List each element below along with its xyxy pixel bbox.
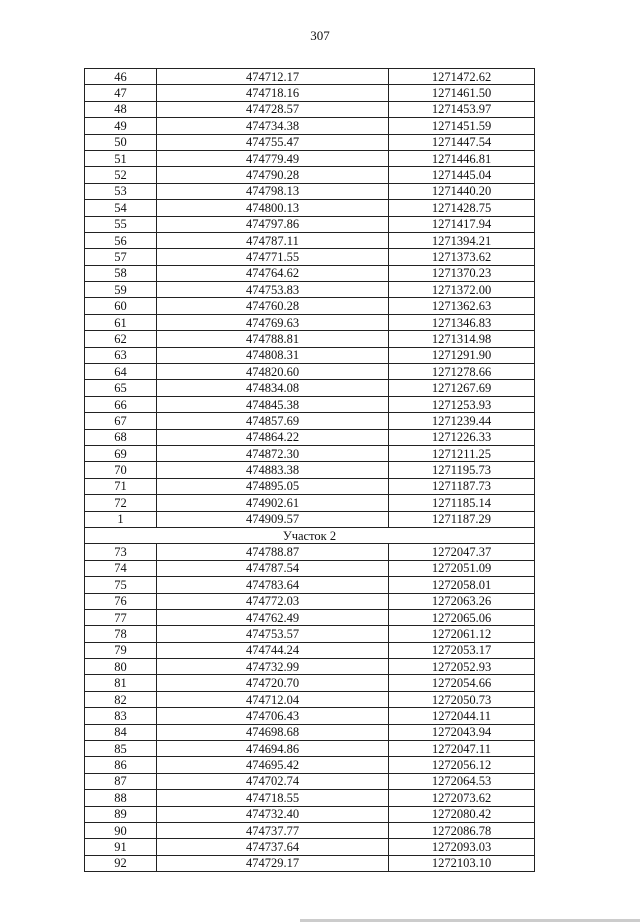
point-number-cell: 1 xyxy=(85,511,157,527)
point-number-cell: 55 xyxy=(85,216,157,232)
point-number-cell: 46 xyxy=(85,69,157,85)
y-coordinate-cell: 1271278.66 xyxy=(389,364,535,380)
point-number-cell: 90 xyxy=(85,822,157,838)
table-row xyxy=(85,691,535,707)
point-number-cell: 82 xyxy=(85,691,157,707)
point-number-cell: 50 xyxy=(85,134,157,150)
table-row xyxy=(85,626,535,642)
point-number-cell: 57 xyxy=(85,249,157,265)
y-coordinate-cell: 1271370.23 xyxy=(389,265,535,281)
y-coordinate-cell: 1271211.25 xyxy=(389,445,535,461)
point-number-cell: 56 xyxy=(85,232,157,248)
table-row xyxy=(85,560,535,576)
point-number-cell: 58 xyxy=(85,265,157,281)
y-coordinate-cell: 1272093.03 xyxy=(389,839,535,855)
y-coordinate-cell: 1271185.14 xyxy=(389,495,535,511)
x-coordinate-cell: 474755.47 xyxy=(157,134,389,150)
table-row xyxy=(85,462,535,478)
x-coordinate-cell: 474800.13 xyxy=(157,200,389,216)
table-row xyxy=(85,757,535,773)
table-row xyxy=(85,413,535,429)
x-coordinate-cell: 474760.28 xyxy=(157,298,389,314)
table-row xyxy=(85,314,535,330)
x-coordinate-cell: 474694.86 xyxy=(157,741,389,757)
point-number-cell: 49 xyxy=(85,118,157,134)
table-row xyxy=(85,642,535,658)
table-row xyxy=(85,659,535,675)
y-coordinate-cell: 1271226.33 xyxy=(389,429,535,445)
point-number-cell: 71 xyxy=(85,478,157,494)
y-coordinate-cell: 1271187.73 xyxy=(389,478,535,494)
x-coordinate-cell: 474728.57 xyxy=(157,101,389,117)
y-coordinate-cell: 1271445.04 xyxy=(389,167,535,183)
y-coordinate-cell: 1271314.98 xyxy=(389,331,535,347)
table-row xyxy=(85,150,535,166)
table-row xyxy=(85,232,535,248)
point-number-cell: 91 xyxy=(85,839,157,855)
x-coordinate-cell: 474695.42 xyxy=(157,757,389,773)
y-coordinate-cell: 1271346.83 xyxy=(389,314,535,330)
y-coordinate-cell: 1272061.12 xyxy=(389,626,535,642)
x-coordinate-cell: 474734.38 xyxy=(157,118,389,134)
table-row xyxy=(85,511,535,527)
point-number-cell: 52 xyxy=(85,167,157,183)
table-row xyxy=(85,577,535,593)
y-coordinate-cell: 1271187.29 xyxy=(389,511,535,527)
point-number-cell: 92 xyxy=(85,855,157,871)
point-number-cell: 59 xyxy=(85,282,157,298)
x-coordinate-cell: 474706.43 xyxy=(157,708,389,724)
point-number-cell: 79 xyxy=(85,642,157,658)
point-number-cell: 74 xyxy=(85,560,157,576)
point-number-cell: 86 xyxy=(85,757,157,773)
point-number-cell: 68 xyxy=(85,429,157,445)
y-coordinate-cell: 1271417.94 xyxy=(389,216,535,232)
x-coordinate-cell: 474772.03 xyxy=(157,593,389,609)
point-number-cell: 64 xyxy=(85,364,157,380)
y-coordinate-cell: 1271461.50 xyxy=(389,85,535,101)
x-coordinate-cell: 474762.49 xyxy=(157,609,389,625)
y-coordinate-cell: 1271394.21 xyxy=(389,232,535,248)
x-coordinate-cell: 474779.49 xyxy=(157,150,389,166)
point-number-cell: 89 xyxy=(85,806,157,822)
y-coordinate-cell: 1271239.44 xyxy=(389,413,535,429)
point-number-cell: 67 xyxy=(85,413,157,429)
table-row xyxy=(85,265,535,281)
table-row xyxy=(85,478,535,494)
table-body-part1 xyxy=(85,69,535,528)
y-coordinate-cell: 1272056.12 xyxy=(389,757,535,773)
x-coordinate-cell: 474702.74 xyxy=(157,773,389,789)
table-row xyxy=(85,724,535,740)
y-coordinate-cell: 1272065.06 xyxy=(389,609,535,625)
x-coordinate-cell: 474864.22 xyxy=(157,429,389,445)
x-coordinate-cell: 474718.16 xyxy=(157,85,389,101)
y-coordinate-cell: 1271362.63 xyxy=(389,298,535,314)
table-row xyxy=(85,69,535,85)
point-number-cell: 62 xyxy=(85,331,157,347)
table-row xyxy=(85,298,535,314)
table-row xyxy=(85,839,535,855)
x-coordinate-cell: 474883.38 xyxy=(157,462,389,478)
x-coordinate-cell: 474797.86 xyxy=(157,216,389,232)
table-row xyxy=(85,609,535,625)
table-row xyxy=(85,445,535,461)
y-coordinate-cell: 1271291.90 xyxy=(389,347,535,363)
x-coordinate-cell: 474808.31 xyxy=(157,347,389,363)
x-coordinate-cell: 474698.68 xyxy=(157,724,389,740)
point-number-cell: 81 xyxy=(85,675,157,691)
point-number-cell: 54 xyxy=(85,200,157,216)
y-coordinate-cell: 1272050.73 xyxy=(389,691,535,707)
x-coordinate-cell: 474729.17 xyxy=(157,855,389,871)
x-coordinate-cell: 474787.11 xyxy=(157,232,389,248)
x-coordinate-cell: 474753.83 xyxy=(157,282,389,298)
table-row xyxy=(85,216,535,232)
table-row xyxy=(85,855,535,871)
y-coordinate-cell: 1271373.62 xyxy=(389,249,535,265)
y-coordinate-cell: 1272053.17 xyxy=(389,642,535,658)
table-row xyxy=(85,822,535,838)
x-coordinate-cell: 474788.81 xyxy=(157,331,389,347)
table-row xyxy=(85,495,535,511)
y-coordinate-cell: 1271253.93 xyxy=(389,396,535,412)
x-coordinate-cell: 474712.04 xyxy=(157,691,389,707)
y-coordinate-cell: 1272044.11 xyxy=(389,708,535,724)
y-coordinate-cell: 1272103.10 xyxy=(389,855,535,871)
y-coordinate-cell: 1272073.62 xyxy=(389,790,535,806)
x-coordinate-cell: 474753.57 xyxy=(157,626,389,642)
y-coordinate-cell: 1271447.54 xyxy=(389,134,535,150)
x-coordinate-cell: 474909.57 xyxy=(157,511,389,527)
table-row xyxy=(85,101,535,117)
table-row xyxy=(85,331,535,347)
table-row xyxy=(85,593,535,609)
table-row xyxy=(85,364,535,380)
table-row xyxy=(85,396,535,412)
y-coordinate-cell: 1271453.97 xyxy=(389,101,535,117)
x-coordinate-cell: 474764.62 xyxy=(157,265,389,281)
table-row xyxy=(85,380,535,396)
x-coordinate-cell: 474720.70 xyxy=(157,675,389,691)
x-coordinate-cell: 474845.38 xyxy=(157,396,389,412)
point-number-cell: 66 xyxy=(85,396,157,412)
table-row xyxy=(85,167,535,183)
table-body-part2 xyxy=(85,544,535,872)
x-coordinate-cell: 474712.17 xyxy=(157,69,389,85)
y-coordinate-cell: 1271472.62 xyxy=(389,69,535,85)
point-number-cell: 78 xyxy=(85,626,157,642)
x-coordinate-cell: 474872.30 xyxy=(157,445,389,461)
table-row xyxy=(85,708,535,724)
table-row xyxy=(85,806,535,822)
table-row xyxy=(85,741,535,757)
point-number-cell: 60 xyxy=(85,298,157,314)
y-coordinate-cell: 1272043.94 xyxy=(389,724,535,740)
y-coordinate-cell: 1272051.09 xyxy=(389,560,535,576)
table-row xyxy=(85,183,535,199)
x-coordinate-cell: 474718.55 xyxy=(157,790,389,806)
point-number-cell: 73 xyxy=(85,544,157,560)
point-number-cell: 53 xyxy=(85,183,157,199)
point-number-cell: 48 xyxy=(85,101,157,117)
point-number-cell: 80 xyxy=(85,659,157,675)
point-number-cell: 51 xyxy=(85,150,157,166)
table-row xyxy=(85,675,535,691)
y-coordinate-cell: 1271451.59 xyxy=(389,118,535,134)
x-coordinate-cell: 474771.55 xyxy=(157,249,389,265)
y-coordinate-cell: 1272086.78 xyxy=(389,822,535,838)
y-coordinate-cell: 1272080.42 xyxy=(389,806,535,822)
x-coordinate-cell: 474834.08 xyxy=(157,380,389,396)
table-row xyxy=(85,429,535,445)
table-row xyxy=(85,200,535,216)
x-coordinate-cell: 474744.24 xyxy=(157,642,389,658)
y-coordinate-cell: 1272047.37 xyxy=(389,544,535,560)
point-number-cell: 70 xyxy=(85,462,157,478)
point-number-cell: 83 xyxy=(85,708,157,724)
point-number-cell: 88 xyxy=(85,790,157,806)
y-coordinate-cell: 1272063.26 xyxy=(389,593,535,609)
table-row xyxy=(85,249,535,265)
y-coordinate-cell: 1271267.69 xyxy=(389,380,535,396)
point-number-cell: 61 xyxy=(85,314,157,330)
x-coordinate-cell: 474737.64 xyxy=(157,839,389,855)
x-coordinate-cell: 474732.40 xyxy=(157,806,389,822)
x-coordinate-cell: 474732.99 xyxy=(157,659,389,675)
point-number-cell: 76 xyxy=(85,593,157,609)
table-row xyxy=(85,118,535,134)
point-number-cell: 87 xyxy=(85,773,157,789)
x-coordinate-cell: 474902.61 xyxy=(157,495,389,511)
x-coordinate-cell: 474737.77 xyxy=(157,822,389,838)
y-coordinate-cell: 1272058.01 xyxy=(389,577,535,593)
point-number-cell: 75 xyxy=(85,577,157,593)
table-row xyxy=(85,282,535,298)
x-coordinate-cell: 474857.69 xyxy=(157,413,389,429)
table-row xyxy=(85,134,535,150)
coordinates-table xyxy=(84,68,535,872)
table-row xyxy=(85,773,535,789)
point-number-cell: 63 xyxy=(85,347,157,363)
y-coordinate-cell: 1271446.81 xyxy=(389,150,535,166)
x-coordinate-cell: 474787.54 xyxy=(157,560,389,576)
point-number-cell: 85 xyxy=(85,741,157,757)
y-coordinate-cell: 1272064.53 xyxy=(389,773,535,789)
page-number: 307 xyxy=(310,28,330,43)
section-row xyxy=(85,527,535,543)
section-title: Участок 2 xyxy=(85,527,535,543)
x-coordinate-cell: 474788.87 xyxy=(157,544,389,560)
point-number-cell: 69 xyxy=(85,445,157,461)
point-number-cell: 84 xyxy=(85,724,157,740)
y-coordinate-cell: 1272052.93 xyxy=(389,659,535,675)
table-row xyxy=(85,85,535,101)
point-number-cell: 72 xyxy=(85,495,157,511)
table-section-header xyxy=(85,527,535,543)
table-row xyxy=(85,544,535,560)
x-coordinate-cell: 474820.60 xyxy=(157,364,389,380)
y-coordinate-cell: 1271372.00 xyxy=(389,282,535,298)
x-coordinate-cell: 474790.28 xyxy=(157,167,389,183)
y-coordinate-cell: 1271195.73 xyxy=(389,462,535,478)
table-row xyxy=(85,790,535,806)
x-coordinate-cell: 474783.64 xyxy=(157,577,389,593)
y-coordinate-cell: 1271428.75 xyxy=(389,200,535,216)
x-coordinate-cell: 474798.13 xyxy=(157,183,389,199)
x-coordinate-cell: 474895.05 xyxy=(157,478,389,494)
table-row xyxy=(85,347,535,363)
point-number-cell: 77 xyxy=(85,609,157,625)
y-coordinate-cell: 1271440.20 xyxy=(389,183,535,199)
y-coordinate-cell: 1272054.66 xyxy=(389,675,535,691)
point-number-cell: 65 xyxy=(85,380,157,396)
x-coordinate-cell: 474769.63 xyxy=(157,314,389,330)
y-coordinate-cell: 1272047.11 xyxy=(389,741,535,757)
point-number-cell: 47 xyxy=(85,85,157,101)
